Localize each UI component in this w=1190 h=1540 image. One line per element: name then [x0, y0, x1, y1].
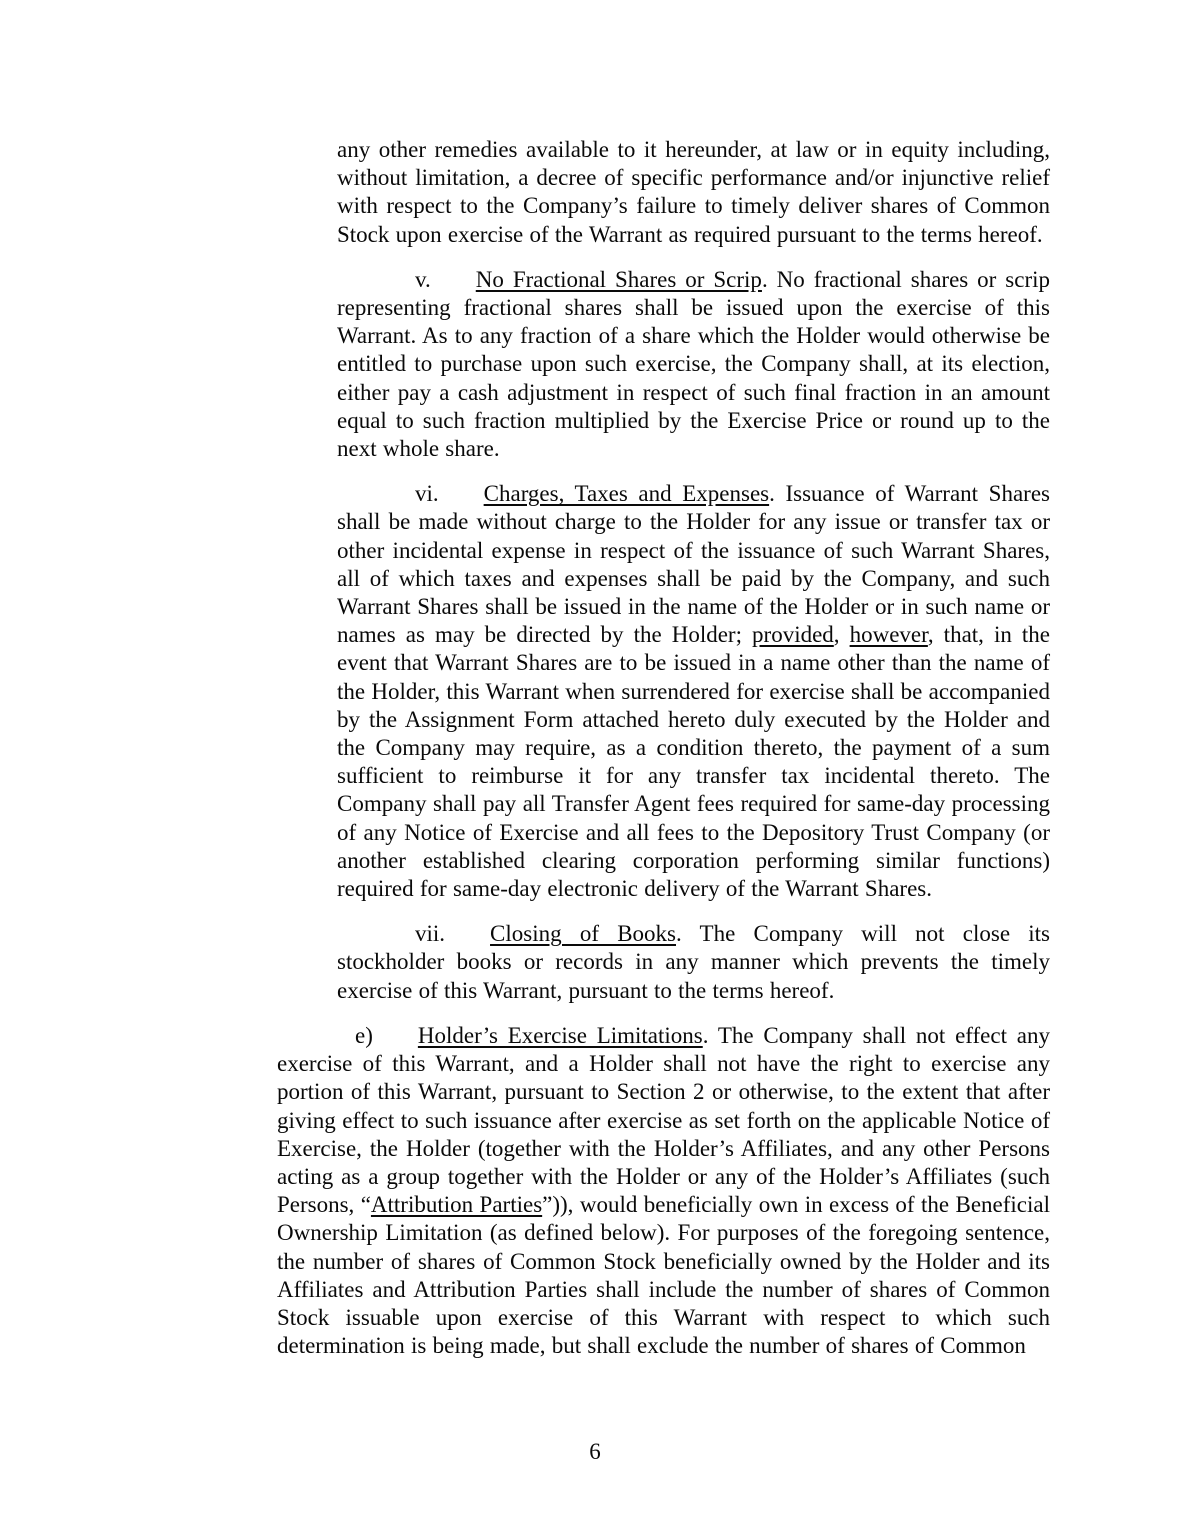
- section-label: v.: [415, 266, 431, 292]
- text-run: . No fractional shares or scrip representing fractional shares shall be issued upon the exercise of this Warrant. As to any fraction of a share which the Holder would otherwise be entitled to purchase upon such exercise, the Company shall, at its election, either pay a cash adjustment in respect of such final fraction in an amount equal to such fraction multiplied by the Exercise Price or round up to the next whole share.: [337, 266, 1050, 462]
- underlined-text: Closing of Books: [490, 921, 676, 947]
- para-remedies-continuation: [337, 136, 1050, 249]
- underlined-text: Charges, Taxes and Expenses: [483, 481, 770, 507]
- underlined-text: No Fractional Shares or Scrip: [475, 266, 762, 292]
- text-run: any other remedies available to it hereunder, at law or in equity including, without limitation, a decree of specific performance and/or injunctive relief with respect to the Company’s failure to timely deliver shares of Common Stock upon exercise of the Warrant as required pursuant to the terms hereof.: [337, 137, 1050, 247]
- underlined-text: however: [849, 622, 928, 648]
- underlined-text: provided: [752, 622, 834, 648]
- section-label: vii.: [415, 921, 446, 947]
- text-run: . The Company shall not effect any exercise of this Warrant, and a Holder shall not have the right to exercise any portion of this Warrant, pursuant to Section 2 or otherwise, to the extent that after giving effect to such issuance after exercise as set forth on the applicable Notice of Exercise, the Holder (together with the Holder’s Affiliates, and any other Persons acting as a group together with the Holder or any of the Holder’s Affiliates (such Persons, “: [277, 1022, 1050, 1218]
- page-number: 6: [589, 1439, 601, 1464]
- text-run: , that, in the event that Warrant Shares are to be issued in a name other than the name of the Holder, this Warrant when surrendered for exercise shall be accompanied by the Assignment Form attached hereto duly executed by the Holder and the Company may require, as a condition thereto, the payment of a sum sufficient to reimburse it for any transfer tax incidental thereto. The Company shall pay all Transfer Agent fees required for same-day processing of any Notice of Exercise and all fees to the Depository Trust Company (or another established clearing corporation performing similar functions) required for same-day electronic delivery of the Warrant Shares.: [337, 622, 1050, 902]
- text-run: ”)), would beneficially own in excess of the Beneficial Ownership Limitation (as defined below). For purposes of the foregoing sentence, the number of shares of Common Stock beneficially owned by the Holder and its Affiliates and Attribution Parties shall include the number of shares of Common Stock issuable upon exercise of this Warrant with respect to which such determination is being made, but shall exclude the number of shares of Common: [277, 1192, 1050, 1359]
- underlined-text: Attribution Parties: [370, 1192, 543, 1218]
- text-run: ,: [833, 622, 850, 648]
- text-run: . The Company will not close its stockholder books or records in any manner which prevents the timely exercise of this Warrant, pursuant to the terms hereof.: [337, 921, 1050, 1003]
- document-body: [277, 136, 1050, 1360]
- section-label: vi.: [415, 481, 439, 507]
- underlined-text: Holder’s Exercise Limitations: [417, 1022, 703, 1048]
- text-run: . Issuance of Warrant Shares shall be made without charge to the Holder for any issue or transfer tax or other incidental expense in respect of the issuance of such Warrant Shares, all of which taxes and expenses shall be paid by the Company, and such Warrant Shares shall be issued in the name of the Holder or in such name or names as may be directed by the Holder;: [337, 481, 1050, 648]
- section-vii-closing-of-books: [337, 920, 1050, 1005]
- section-v-no-fractional-shares: [337, 266, 1050, 463]
- section-vi-charges-taxes-expenses: [337, 480, 1050, 903]
- section-label: e): [355, 1022, 373, 1048]
- section-e-holders-exercise-limitations: [277, 1022, 1050, 1360]
